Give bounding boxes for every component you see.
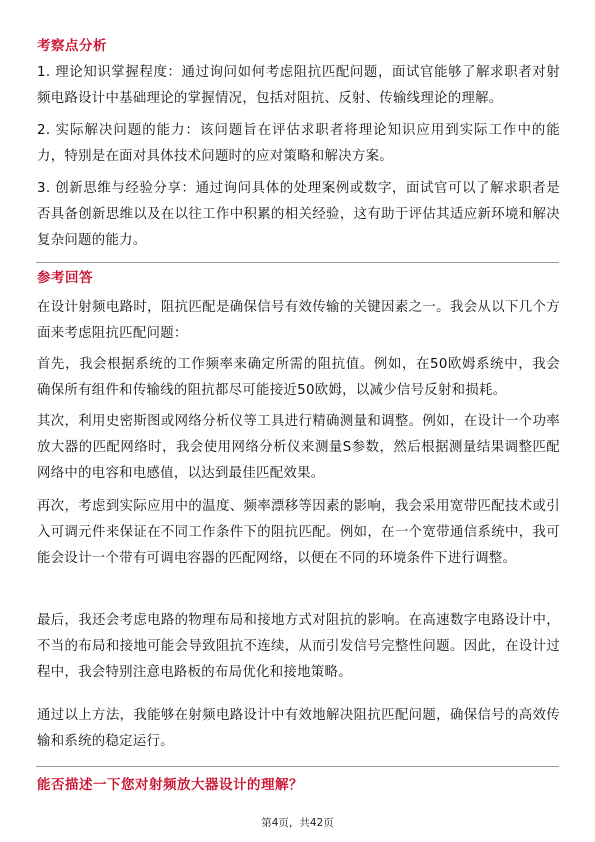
analysis-point-2: 2. 实际解决问题的能力：该问题旨在评估求职者将理论知识应用到实际工作中的能力，特别是在面对具体技术问题时的应对策略和解决方案。: [37, 123, 560, 164]
answer-paragraph-first: 首先，我会根据系统的工作频率来确定所需的阻抗值。例如，在50欧姆系统中，我会确保所有组件和传输线的阻抗都尽可能接近50欧姆，以减少信号反射和损耗。: [37, 357, 560, 398]
answer-paragraph-third: 再次，考虑到实际应用中的温度、频率漂移等因素的影响，我会采用宽带匹配技术或引入可调元件来保证在不同工作条件下的阻抗匹配。例如，在一个宽带通信系统中，我可能会设计一个带有可调电容器的匹配网络，以便在不同的环境条件下进行调整。: [37, 499, 560, 566]
page-number: 第4页，共42页: [261, 817, 334, 829]
answer-paragraph-conclusion: 通过以上方法，我能够在射频电路设计中有效地解决阻抗匹配问题，确保信号的高效传输和系统的稳定运行。: [37, 708, 560, 749]
next-question-heading: 能否描述一下您对射频放大器设计的理解？: [37, 777, 303, 793]
analysis-point-1: 1. 理论知识掌握程度：通过询问如何考虑阻抗匹配问题，面试官能够了解求职者对射频电路设计中基础理论的掌握情况，包括对阻抗、反射、传输线理论的理解。: [37, 65, 560, 106]
analysis-point-3: 3. 创新思维与经验分享：通过询问具体的处理案例或数字，面试官可以了解求职者是否具备创新思维以及在以往工作中积累的相关经验，这有助于评估其适应新环境和解决复杂问题的能力。: [37, 181, 560, 248]
section-divider: [36, 262, 559, 263]
analysis-heading: 考察点分析: [37, 38, 107, 54]
answer-heading: 参考回答: [37, 270, 93, 286]
answer-paragraph-intro: 在设计射频电路时，阻抗匹配是确保信号有效传输的关键因素之一。我会从以下几个方面来考虑阻抗匹配问题：: [37, 300, 560, 341]
answer-paragraph-second: 其次，利用史密斯图或网络分析仪等工具进行精确测量和调整。例如，在设计一个功率放大器的匹配网络时，我会使用网络分析仪来测量S参数，然后根据测量结果调整匹配网络中的电容和电感值，以达到最佳匹配效果。: [37, 414, 560, 481]
answer-paragraph-last: 最后，我还会考虑电路的物理布局和接地方式对阻抗的影响。在高速数字电路设计中，不当的布局和接地可能会导致阻抗不连续，从而引发信号完整性问题。因此，在设计过程中，我会特别注意电路板的布局优化和接地策略。: [37, 613, 560, 680]
section-divider-2: [36, 766, 559, 767]
